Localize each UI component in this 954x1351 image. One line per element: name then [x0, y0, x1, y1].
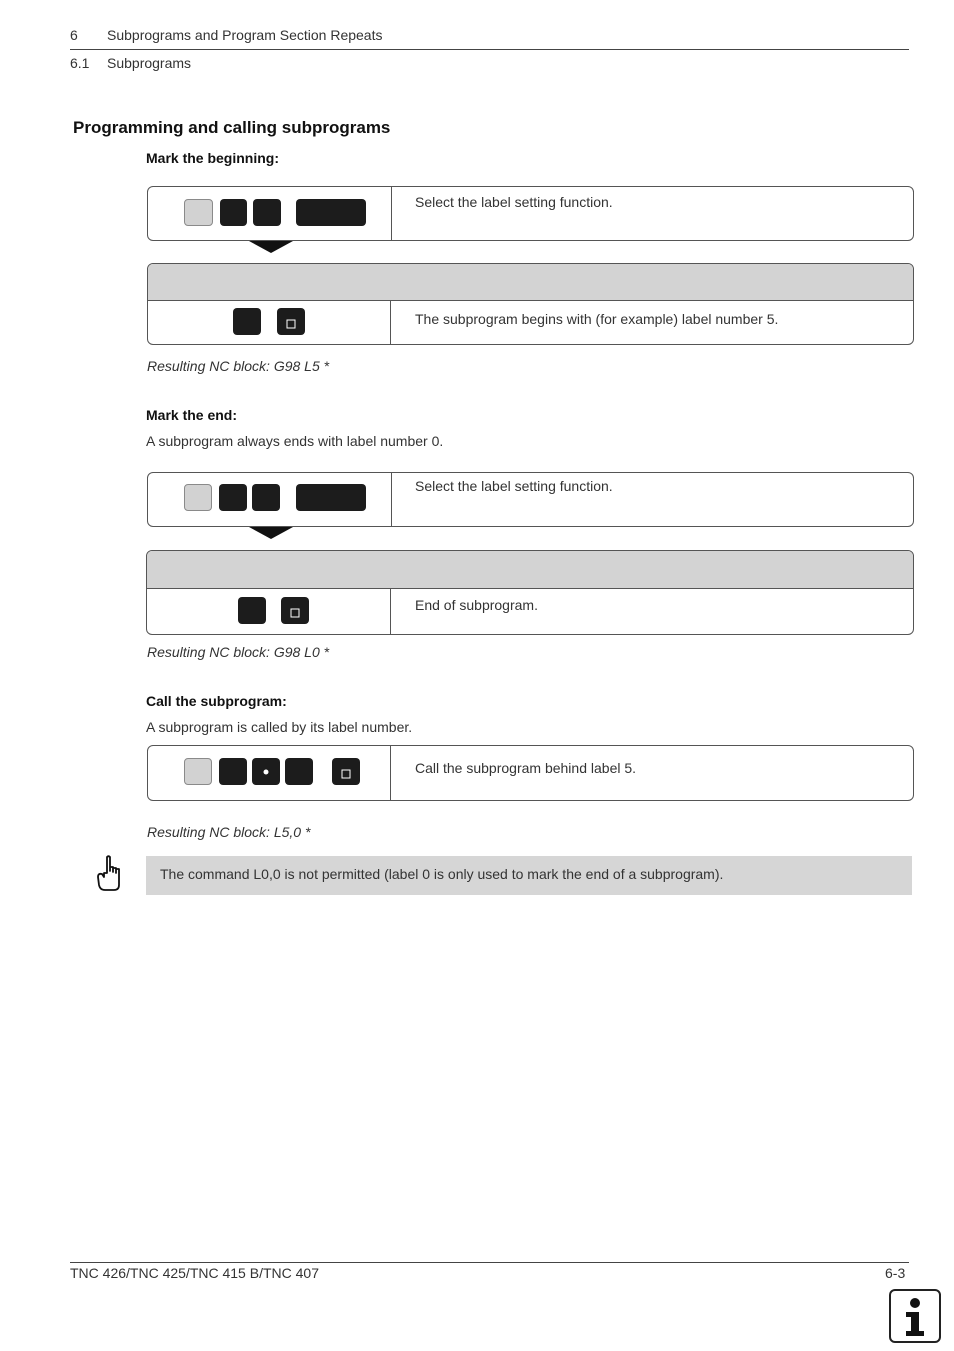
light-key[interactable] [184, 484, 212, 511]
ent-key[interactable] [332, 758, 360, 785]
step-description: Select the label setting function. [415, 194, 613, 210]
mark-end-intro: A subprogram always ends with label number 0. [146, 433, 444, 449]
result-nc-block: Resulting NC block: L5,0 * [147, 824, 311, 840]
section-number: 6.1 [70, 55, 90, 71]
box-divider [391, 187, 392, 240]
step-description: Select the label setting function. [415, 478, 613, 494]
mark-beginning-heading: Mark the beginning: [146, 150, 279, 166]
footer-rule [70, 1262, 909, 1263]
info-glyph [891, 1291, 939, 1341]
warning-note [146, 856, 912, 895]
square-icon [342, 770, 351, 779]
dialog-prompt-band [148, 264, 913, 301]
dialog-box-label-number [147, 263, 914, 345]
light-key[interactable] [184, 199, 213, 226]
note-text: The command L0,0 is not permitted (label 0 is only used to mark the end of a subprogram). [160, 866, 724, 882]
dark-key[interactable] [238, 597, 266, 624]
dark-key[interactable] [252, 484, 280, 511]
section-title: Subprograms [107, 55, 192, 71]
mark-end-heading: Mark the end: [146, 407, 238, 423]
dark-key[interactable] [233, 308, 261, 335]
ent-key[interactable] [277, 308, 305, 335]
call-subprogram-intro: A subprogram is called by its label number. [146, 719, 413, 735]
dark-key[interactable] [219, 484, 247, 511]
box-divider [391, 473, 392, 526]
dark-key[interactable] [252, 758, 280, 785]
dot-icon [264, 769, 269, 774]
step-box-select-label-2 [147, 472, 914, 527]
dialog-box-end-label [146, 550, 914, 635]
info-icon[interactable] [889, 1289, 941, 1343]
box-divider [390, 589, 391, 634]
page-title: Programming and calling subprograms [73, 118, 391, 137]
dark-key[interactable] [285, 758, 313, 785]
box-divider [390, 301, 391, 344]
box-divider [390, 746, 391, 800]
header-rule [70, 49, 909, 50]
wide-dark-key[interactable] [296, 484, 366, 511]
ent-key[interactable] [281, 597, 309, 624]
step-description: Call the subprogram behind label 5. [415, 760, 637, 776]
step-description: The subprogram begins with (for example) label number 5. [415, 311, 779, 327]
light-key[interactable] [184, 758, 212, 785]
footer-model: TNC 426/TNC 425/TNC 415 B/TNC 407 [70, 1265, 319, 1281]
chapter-number: 6 [70, 27, 78, 43]
step-box-select-label-1 [147, 186, 914, 241]
page-number: 6-3 [885, 1265, 906, 1281]
dark-key[interactable] [220, 199, 247, 226]
pointing-hand-icon [96, 855, 122, 893]
result-nc-block: Resulting NC block: G98 L0 * [147, 644, 330, 660]
wide-dark-key[interactable] [296, 199, 366, 226]
arrow-down-icon [249, 241, 293, 253]
dark-key[interactable] [219, 758, 247, 785]
dark-key[interactable] [253, 199, 281, 226]
chapter-title: Subprograms and Program Section Repeats [107, 27, 383, 43]
result-nc-block: Resulting NC block: G98 L5 * [147, 358, 330, 374]
step-box-call-label [147, 745, 914, 801]
dialog-prompt-band [147, 551, 913, 589]
arrow-down-icon [249, 527, 293, 539]
square-icon [287, 320, 296, 329]
step-description: End of subprogram. [415, 597, 538, 613]
call-subprogram-heading: Call the subprogram: [146, 693, 287, 709]
square-icon [291, 609, 300, 618]
